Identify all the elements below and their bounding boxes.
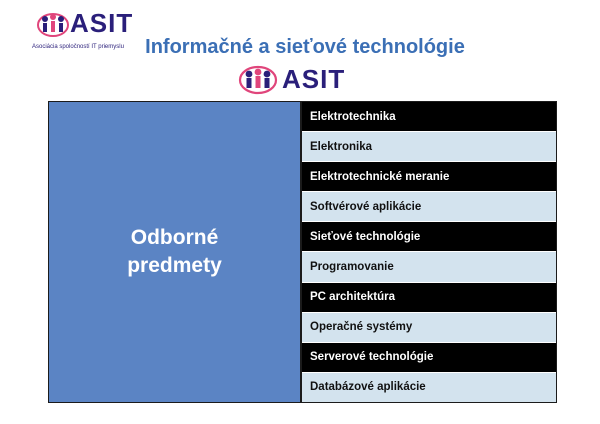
logo-wordmark: ASIT: [282, 64, 346, 94]
page-title: Informačné a sieťové technológie: [145, 36, 465, 58]
list-item-label: Serverové technológie: [310, 351, 434, 364]
list-item: [302, 132, 556, 162]
list-item-label: Operačné systémy: [310, 321, 413, 334]
list-item-label: Elektrotechnika: [310, 110, 396, 123]
people-icon: [36, 10, 70, 40]
list-item-label: Softvérové aplikácie: [310, 200, 422, 213]
subjects-heading-box: [48, 101, 301, 403]
list-item-label: PC architektúra: [310, 291, 396, 304]
list-item-label: Elektrotechnické meranie: [310, 170, 450, 183]
list-item: [302, 222, 556, 252]
subjects-heading: Odborné predmety: [127, 226, 222, 277]
logo-tagline: Asociácia spoločností IT priemyslu: [32, 44, 124, 50]
logo-wordmark: ASIT: [70, 8, 134, 38]
list-item-label: Databázové aplikácie: [310, 381, 426, 394]
list-item: [302, 313, 556, 343]
list-item-label: Sieťové technológie: [310, 230, 421, 243]
list-item-label: Elektronika: [310, 140, 372, 153]
list-item: [302, 102, 556, 132]
list-item: [302, 343, 556, 373]
list-item: [302, 162, 556, 192]
asit-logo-center: [238, 64, 368, 96]
list-item: [302, 283, 556, 313]
list-item-label: Programovanie: [310, 261, 394, 274]
subjects-list: [301, 101, 557, 403]
list-item: [302, 192, 556, 222]
list-item: [302, 373, 556, 402]
people-icon: [238, 64, 278, 96]
list-item: [302, 252, 556, 282]
